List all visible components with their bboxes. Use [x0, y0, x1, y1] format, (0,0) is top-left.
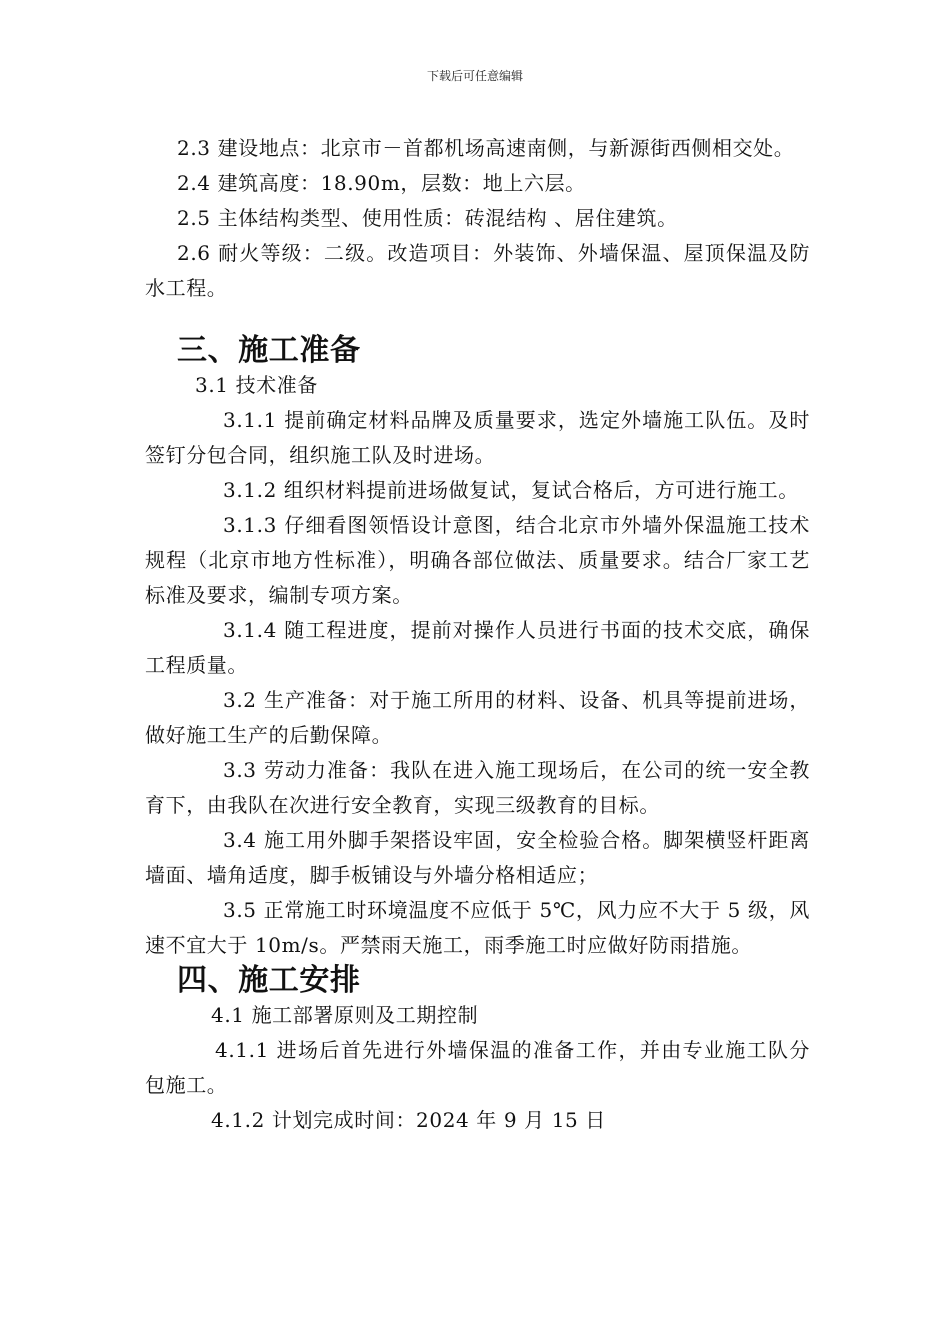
paragraph-3-1-1: 3.1.1 提前确定材料品牌及质量要求，选定外墙施工队伍。及时签钉分包合同，组织施工队及时进场。 [145, 408, 810, 467]
paragraph-4-1-2: 4.1.2 计划完成时间：2024 年 9 月 15 日 [211, 1108, 606, 1132]
paragraph-4-1: 4.1 施工部署原则及工期控制 [211, 1003, 479, 1027]
paragraph-2-4: 2.4 建筑高度：18.90m，层数：地上六层。 [177, 171, 586, 195]
section-4-heading: 四、施工安排 [177, 963, 361, 998]
paragraph-3-2: 3.2 生产准备：对于施工所用的材料、设备、机具等提前进场，做好施工生产的后勤保障。 [145, 688, 810, 747]
paragraph-2-5: 2.5 主体结构类型、使用性质：砖混结构 、居住建筑。 [177, 206, 678, 230]
page-header: 下载后可任意编辑 [426, 69, 523, 83]
paragraph-3-1: 3.1 技术准备 [195, 373, 318, 397]
paragraph-2-6: 2.6 耐火等级：二级。改造项目：外装饰、外墙保温、屋顶保温及防水工程。 [145, 241, 810, 300]
document-body [145, 131, 810, 1138]
paragraph-4-1-1: 4.1.1 进场后首先进行外墙保温的准备工作，并由专业施工队分包施工。 [145, 1038, 810, 1097]
paragraph-3-1-4: 3.1.4 随工程进度，提前对操作人员进行书面的技术交底，确保工程质量。 [145, 618, 810, 677]
paragraph-3-1-2: 3.1.2 组织材料提前进场做复试，复试合格后，方可进行施工。 [223, 478, 799, 502]
section-3-heading: 三、施工准备 [177, 333, 361, 368]
paragraph-2-3: 2.3 建设地点：北京市－首都机场高速南侧，与新源街西侧相交处。 [177, 136, 795, 160]
paragraph-3-3: 3.3 劳动力准备：我队在进入施工现场后，在公司的统一安全教育下，由我队在次进行安全教育，实现三级教育的目标。 [145, 758, 810, 817]
paragraph-3-1-3: 3.1.3 仔细看图领悟设计意图，结合北京市外墙外保温施工技术规程（北京市地方性标准），明确各部位做法、质量要求。结合厂家工艺标准及要求，编制专项方案。 [145, 513, 810, 607]
paragraph-3-5: 3.5 正常施工时环境温度不应低于 5℃，风力应不大于 5 级，风速不宜大于 10m/s。严禁雨天施工，雨季施工时应做好防雨措施。 [145, 898, 810, 957]
paragraph-3-4: 3.4 施工用外脚手架搭设牢固，安全检验合格。脚架横竖杆距离墙面、墙角适度，脚手板铺设与外墙分格相适应； [145, 828, 810, 887]
